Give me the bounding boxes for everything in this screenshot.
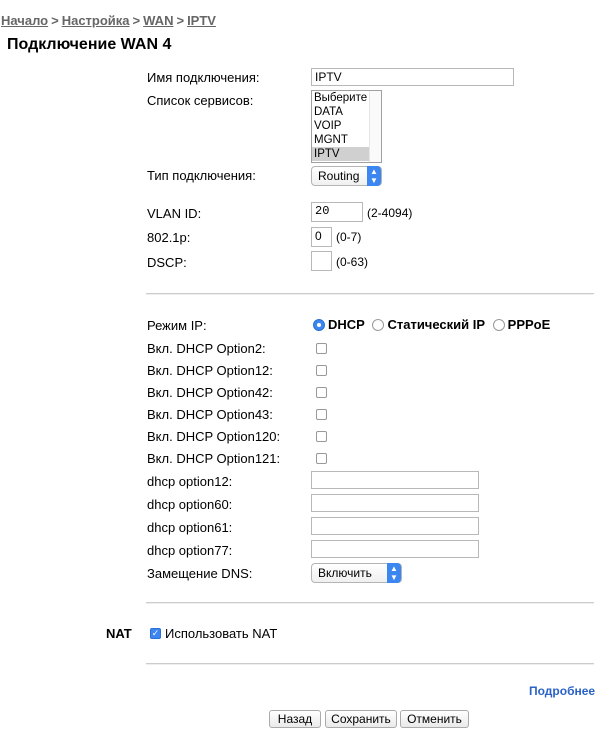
divider: [146, 663, 594, 665]
dhcp-option120-checkbox[interactable]: [316, 431, 327, 442]
breadcrumb-wan[interactable]: WAN: [143, 13, 174, 28]
dhcp-option43-label: Вкл. DHCP Option43:: [147, 407, 273, 422]
dscp-label: DSCP:: [147, 255, 187, 270]
connection-type-value: Routing: [318, 169, 360, 183]
dhcp-option42-checkbox[interactable]: [316, 387, 327, 398]
dhcp-option2-label: Вкл. DHCP Option2:: [147, 341, 266, 356]
connection-name-label: Имя подключения:: [147, 70, 260, 85]
breadcrumb-home[interactable]: Начало: [1, 13, 49, 28]
select-arrows-icon: ▲ ▼: [387, 563, 401, 583]
connection-type-select[interactable]: [311, 166, 382, 186]
dhcp-field12-input[interactable]: [311, 471, 479, 489]
dhcp-field61-input[interactable]: [311, 517, 479, 535]
dhcp-option43-checkbox[interactable]: [316, 409, 327, 420]
save-button[interactable]: Сохранить: [325, 710, 397, 728]
dhcp-option2-checkbox[interactable]: [316, 343, 327, 354]
ip-mode-radio-group: [313, 317, 554, 332]
dhcp-field77-label: dhcp option77:: [147, 543, 233, 558]
dhcp-field60-label: dhcp option60:: [147, 497, 233, 512]
services-option[interactable]: DATA: [314, 106, 343, 118]
dns-override-select[interactable]: [311, 563, 402, 583]
divider: [146, 293, 594, 295]
ip-mode-static-label[interactable]: Статический IP: [387, 317, 486, 332]
nat-section-label: NAT: [106, 626, 132, 641]
dhcp-option120-label: Вкл. DHCP Option120:: [147, 429, 281, 444]
ip-mode-pppoe-radio[interactable]: [493, 319, 505, 331]
connection-type-label: Тип подключения:: [147, 168, 256, 183]
dhcp-option121-checkbox[interactable]: [316, 453, 327, 464]
breadcrumb-separator: >: [132, 13, 141, 28]
dhcp-option42-label: Вкл. DHCP Option42:: [147, 385, 273, 400]
services-option[interactable]: Выберите: [314, 92, 368, 104]
more-link[interactable]: Подробнее: [529, 684, 596, 698]
breadcrumb-settings[interactable]: Настройка: [61, 13, 130, 28]
ip-mode-label: Режим IP:: [147, 318, 207, 333]
back-button[interactable]: Назад: [269, 710, 321, 728]
ip-mode-static-radio[interactable]: [372, 319, 384, 331]
dhcp-option12-checkbox[interactable]: [316, 365, 327, 376]
vlan-id-input[interactable]: 20: [311, 202, 363, 222]
breadcrumb-separator: >: [51, 13, 59, 28]
dscp-input[interactable]: [311, 251, 332, 271]
dot1p-input[interactable]: 0: [311, 227, 332, 247]
dhcp-option12-label: Вкл. DHCP Option12:: [147, 363, 273, 378]
vlan-id-label: VLAN ID:: [147, 206, 202, 221]
ip-mode-pppoe-label[interactable]: PPPoE: [507, 317, 551, 332]
dns-override-label: Замещение DNS:: [147, 566, 253, 581]
dhcp-field61-label: dhcp option61:: [147, 520, 233, 535]
use-nat-label[interactable]: Использовать NAT: [165, 626, 278, 641]
services-scrollbar[interactable]: [369, 91, 381, 162]
breadcrumb-separator: >: [176, 13, 185, 28]
vlan-id-hint: (2-4094): [367, 206, 413, 220]
dscp-hint: (0-63): [336, 255, 369, 269]
breadcrumb-iptv[interactable]: IPTV: [187, 13, 216, 28]
checkmark-icon: ✓: [151, 628, 160, 638]
dhcp-field77-input[interactable]: [311, 540, 479, 558]
cancel-button[interactable]: Отменить: [400, 710, 469, 728]
services-option[interactable]: VOIP: [314, 120, 342, 132]
dot1p-hint: (0-7): [336, 230, 362, 244]
services-label: Список сервисов:: [147, 93, 254, 108]
divider: [146, 602, 594, 604]
ip-mode-dhcp-radio[interactable]: [313, 319, 325, 331]
ip-mode-dhcp-label[interactable]: DHCP: [328, 317, 365, 332]
breadcrumb: [1, 13, 216, 28]
services-listbox[interactable]: [311, 90, 382, 163]
connection-name-input[interactable]: IPTV: [311, 68, 514, 86]
select-arrows-icon: ▲ ▼: [367, 166, 381, 186]
dhcp-field12-label: dhcp option12:: [147, 474, 233, 489]
services-option-selected[interactable]: IPTV: [312, 147, 369, 161]
page-title: Подключение WAN 4: [7, 36, 172, 53]
dns-override-value: Включить: [318, 566, 372, 580]
dot1p-label: 802.1p:: [147, 230, 191, 245]
dhcp-option121-label: Вкл. DHCP Option121:: [147, 451, 281, 466]
services-option[interactable]: MGNT: [314, 134, 348, 146]
dhcp-field60-input[interactable]: [311, 494, 479, 512]
use-nat-checkbox[interactable]: [150, 628, 161, 639]
